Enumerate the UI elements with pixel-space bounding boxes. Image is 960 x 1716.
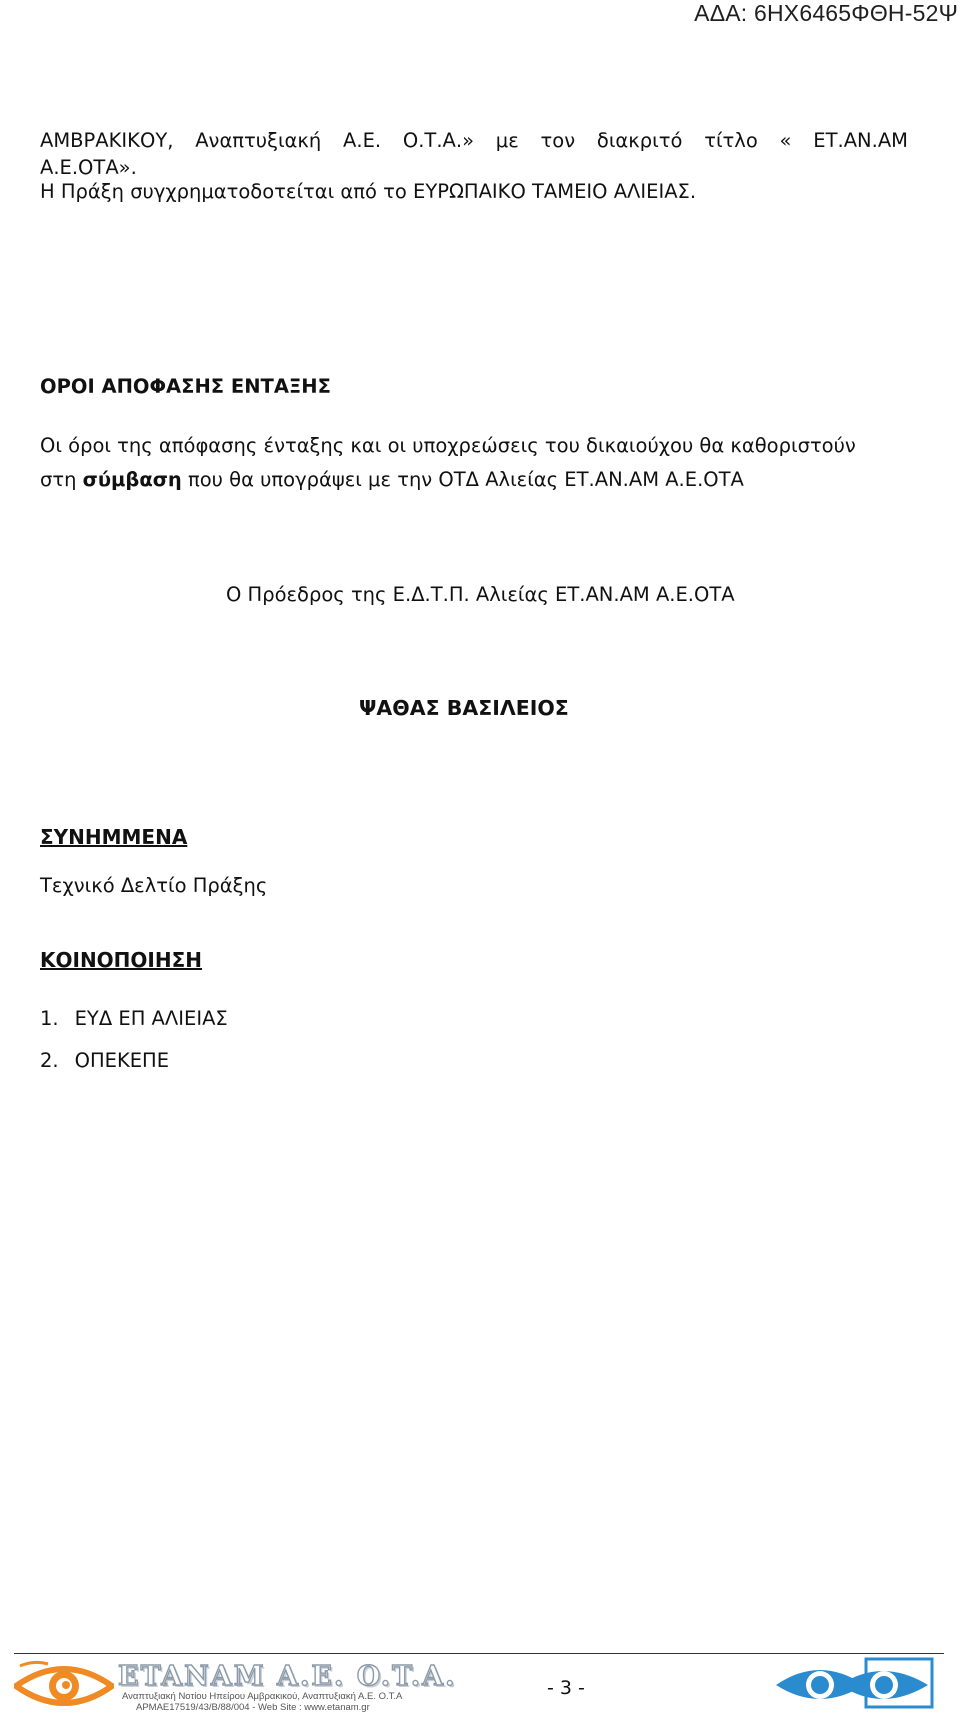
brand-address: ΑΡΜΑΕ17519/43/Β/88/004 - Web Site : www.etanam.gr bbox=[136, 1702, 370, 1713]
ada-identifier: ΑΔΑ: 6ΗΧ6465ΦΘΗ-52Ψ bbox=[694, 0, 958, 26]
intro-word: Αναπτυξιακή bbox=[195, 129, 322, 152]
brand-wordmark bbox=[118, 1661, 457, 1692]
intro-word: Ο.Τ.Α.» bbox=[402, 129, 475, 152]
attachments-heading: ΣΥΝΗΜΜΕΝΑ bbox=[40, 825, 188, 849]
footer-divider bbox=[14, 1653, 944, 1654]
intro-line-3: Η Πράξη συγχρηματοδοτείται από το ΕΥΡΩΠΑΙΚΟ ΤΑΜΕΙΟ ΑΛΙΕΙΑΣ. bbox=[40, 180, 697, 203]
signatory-name: ΨΑΘΑΣ ΒΑΣΙΛΕΙΟΣ bbox=[359, 696, 569, 720]
brand-name: ETANAM A.E. O.T.A. bbox=[118, 1661, 457, 1692]
intro-word: τον bbox=[540, 129, 576, 152]
notification-item-1 bbox=[40, 1006, 228, 1031]
intro-line-2: Α.Ε.ΟΤΑ». bbox=[40, 156, 137, 179]
terms-line-2 bbox=[40, 467, 744, 492]
terms-line-1: Οι όροι της απόφασης ένταξης και οι υποχρεώσεις του δικαιούχου θα καθοριστούν bbox=[40, 434, 856, 457]
intro-word: τίτλο bbox=[704, 129, 758, 152]
intro-word: ΕΤ.ΑΝ.ΑΜ bbox=[813, 129, 908, 152]
terms-text: που θα υπογράψει με την ΟΤΔ Αλιείας ΕΤ.ΑΝ.ΑΜ Α.Ε.ΟΤΑ bbox=[181, 468, 744, 491]
page-number: - 3 - bbox=[547, 1677, 585, 1699]
intro-word: Α.Ε. bbox=[343, 129, 382, 152]
list-text: ΟΠΕΚΕΠΕ bbox=[74, 1049, 170, 1072]
notification-heading: ΚΟΙΝΟΠΟΙΗΣΗ bbox=[40, 948, 203, 972]
terms-bold-word: σύμβαση bbox=[82, 468, 182, 491]
list-number: 2. bbox=[40, 1049, 59, 1072]
eye-logo-orange-icon bbox=[14, 1658, 114, 1712]
intro-word: με bbox=[495, 129, 519, 152]
brand-tagline: Αναπτυξιακή Νοτίου Ηπείρου Αμβρακικού, Αναπτυξιακή Α.Ε. Ο.Τ.Α bbox=[122, 1691, 403, 1702]
signatory-role: Ο Πρόεδρος της Ε.Δ.Τ.Π. Αλιείας ΕΤ.ΑΝ.ΑΜ Α.Ε.ΟΤΑ bbox=[226, 583, 735, 606]
intro-word: ΑΜΒΡΑΚΙΚΟΥ, bbox=[40, 129, 174, 152]
eye-logo-blue-icon bbox=[770, 1655, 936, 1711]
intro-word: διακριτό bbox=[596, 129, 683, 152]
notification-item-2 bbox=[40, 1048, 169, 1073]
attachments-item: Τεχνικό Δελτίο Πράξης bbox=[40, 874, 268, 897]
terms-heading: ΟΡΟΙ ΑΠΟΦΑΣΗΣ ΕΝΤΑΞΗΣ bbox=[40, 375, 331, 398]
intro-line-1 bbox=[40, 128, 908, 153]
terms-text: στη bbox=[40, 468, 83, 491]
intro-word: « bbox=[779, 129, 792, 152]
list-number: 1. bbox=[40, 1007, 59, 1030]
list-text: ΕΥΔ ΕΠ ΑΛΙΕΙΑΣ bbox=[74, 1007, 228, 1030]
